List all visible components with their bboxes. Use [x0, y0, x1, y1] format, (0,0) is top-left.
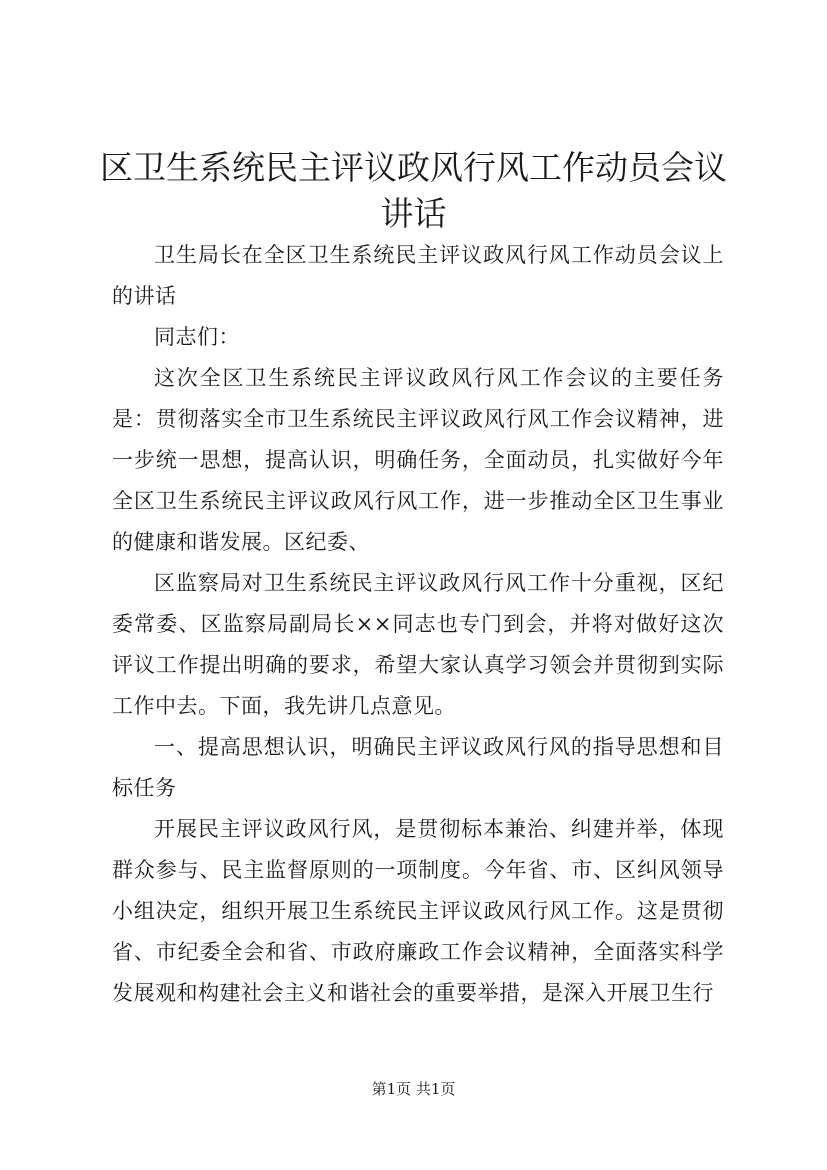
paragraph-supervision: 区监察局对卫生系统民主评议政风行风工作十分重视，区纪委常委、区监察局副局长××同志也专门到会，并将对做好这次评议工作提出明确的要求，希望大家认真学习领会并贯彻到实际工作中去。下面，我先讲几点意见。 [112, 571, 724, 718]
document-title: 区卫生系统民主评议政风行风工作动员会议讲话 [100, 148, 727, 233]
paragraph-section-heading-one: 一、提高思想认识，明确民主评议政风行风的指导思想和目标任务 [112, 735, 724, 800]
paragraph-salutation: 同志们： [154, 325, 240, 349]
paragraph-meeting-task: 这次全区卫生系统民主评议政风行风工作会议的主要任务是：贯彻落实全市卫生系统民主评议政风行风工作会议精神，进一步统一思想，提高认识，明确任务，全面动员，扎实做好今年全区卫生系统民主评议政风行风工作，进一步推动全区卫生事业的健康和谐发展。区纪委、 [112, 366, 724, 554]
page-number-footer: 第1页 共1页 [371, 1080, 456, 1098]
paragraph-evaluation-purpose: 开展民主评议政风行风，是贯彻标本兼治、纠建并举，体现群众参与、民主监督原则的一项制度。今年省、市、区纠风领导小组决定，组织开展卫生系统民主评议政风行风工作。这是贯彻省、市纪委全会和省、市政府廉政工作会议精神，全面落实科学发展观和构建社会主义和谐社会的重要举措，是深入开展卫生行 [112, 817, 724, 1005]
paragraph-subtitle: 卫生局长在全区卫生系统民主评议政风行风工作动员会议上的讲话 [112, 243, 724, 308]
document-body [112, 235, 724, 1014]
